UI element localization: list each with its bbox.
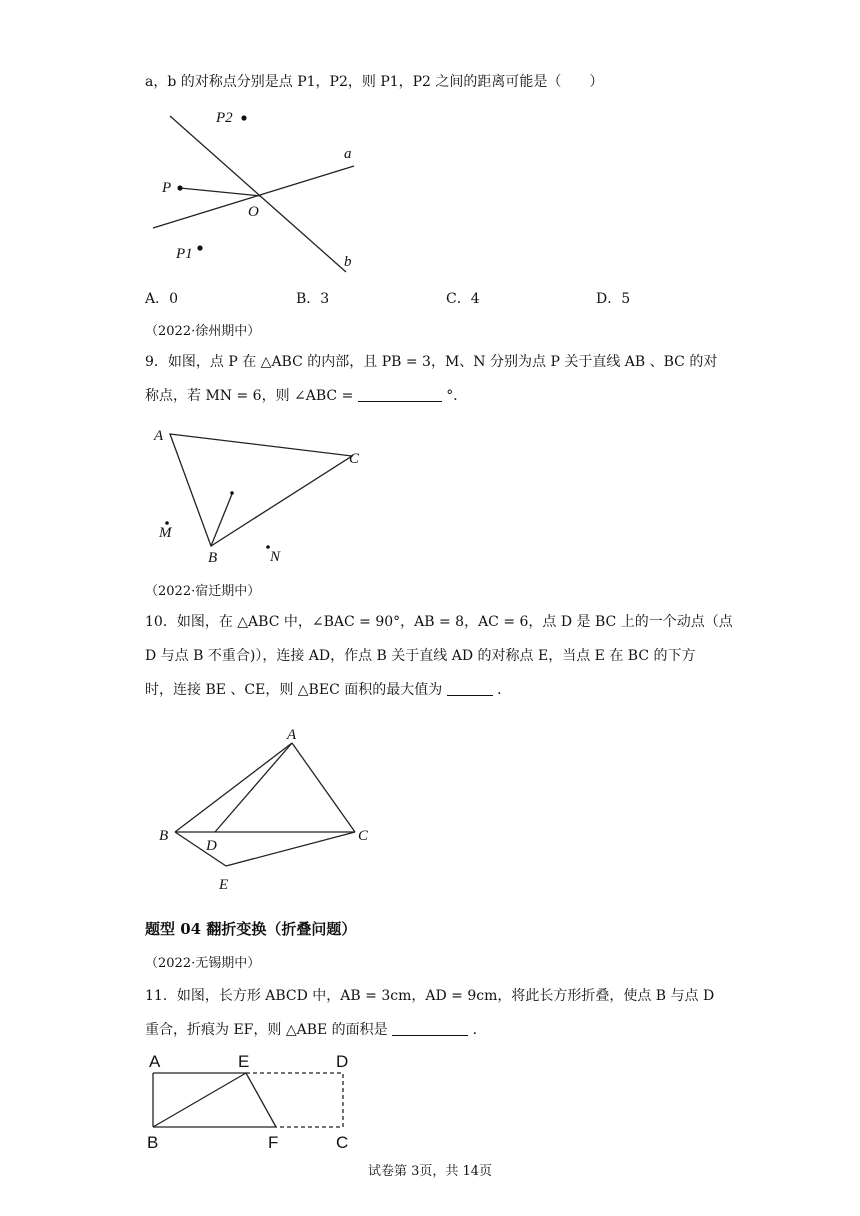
label-E: E [219,877,229,893]
label-B: B [159,828,169,844]
label-B: B [147,1133,159,1152]
label-C: C [336,1133,349,1152]
label-N: N [270,549,281,565]
q11-line2-post: ． [472,1022,487,1038]
q9-line2-post: °． [446,388,468,404]
q10-line1: 10．如图，在 △ABC 中，∠BAC = 90°，AB = 8，AC = 6，点 D 是 BC 上的一个动点（点 [145,614,733,630]
segment-BE [153,1073,246,1127]
option-a: A．0 [145,291,179,307]
segment-EF [246,1073,276,1127]
q11-line2-pre: 重合，折痕为 EF，则 △ABE 的面积是 [145,1022,388,1038]
q9-source: （2022·徐州期中） [145,324,261,339]
label-D: D [336,1052,349,1071]
label-A: A [154,428,164,444]
page-footer: 试卷第 3页，共 14页 [367,1164,493,1179]
q11-line1: 11．如图，长方形 ABCD 中，AB = 3cm，AD = 9cm，将此长方形折叠，使点 B 与点 D [145,988,715,1004]
q10-line2: D 与点 B 不重合)），连接 AD，作点 B 关于直线 AD 的对称点 E，当点 E 在 BC 的下方 [145,648,696,664]
label-B: B [208,550,218,566]
label-P1: P1 [176,246,193,262]
q10-line3-pre: 时，连接 BE 、CE，则 △BEC 面积的最大值为 [145,682,443,698]
q9-line2-pre: 称点，若 MN = 6，则 ∠ABC = [145,388,354,404]
label-A: A [287,727,297,743]
label-O: O [248,204,259,220]
label-A: A [149,1052,161,1071]
label-M: M [159,525,172,541]
label-a: a [344,146,352,162]
label-E: E [238,1052,250,1071]
label-C: C [349,451,360,467]
option-b: B．3 [296,291,330,307]
label-D: D [206,838,217,854]
option-d: D．5 [596,291,631,307]
q11-source: （2022·无锡期中） [145,956,261,971]
q10-line3-post: ． [497,682,512,698]
q10-source: （2022·宿迁期中） [145,584,261,599]
label-C: C [358,828,369,844]
label-F: F [268,1133,279,1152]
label-P: P [162,180,172,196]
option-c: C．4 [446,291,480,307]
q8-stem-line: a，b 的对称点分别是点 P1，P2，则 P1，P2 之间的距离可能是（ ） [145,74,604,90]
label-b: b [344,254,352,270]
section-heading: 题型 04 翻折变换（折叠问题） [145,920,357,938]
q9-line1: 9．如图，点 P 在 △ABC 的内部，且 PB = 3，M、N 分别为点 P 关于直线 AB 、BC 的对 [145,354,718,370]
label-P2: P2 [216,110,233,126]
